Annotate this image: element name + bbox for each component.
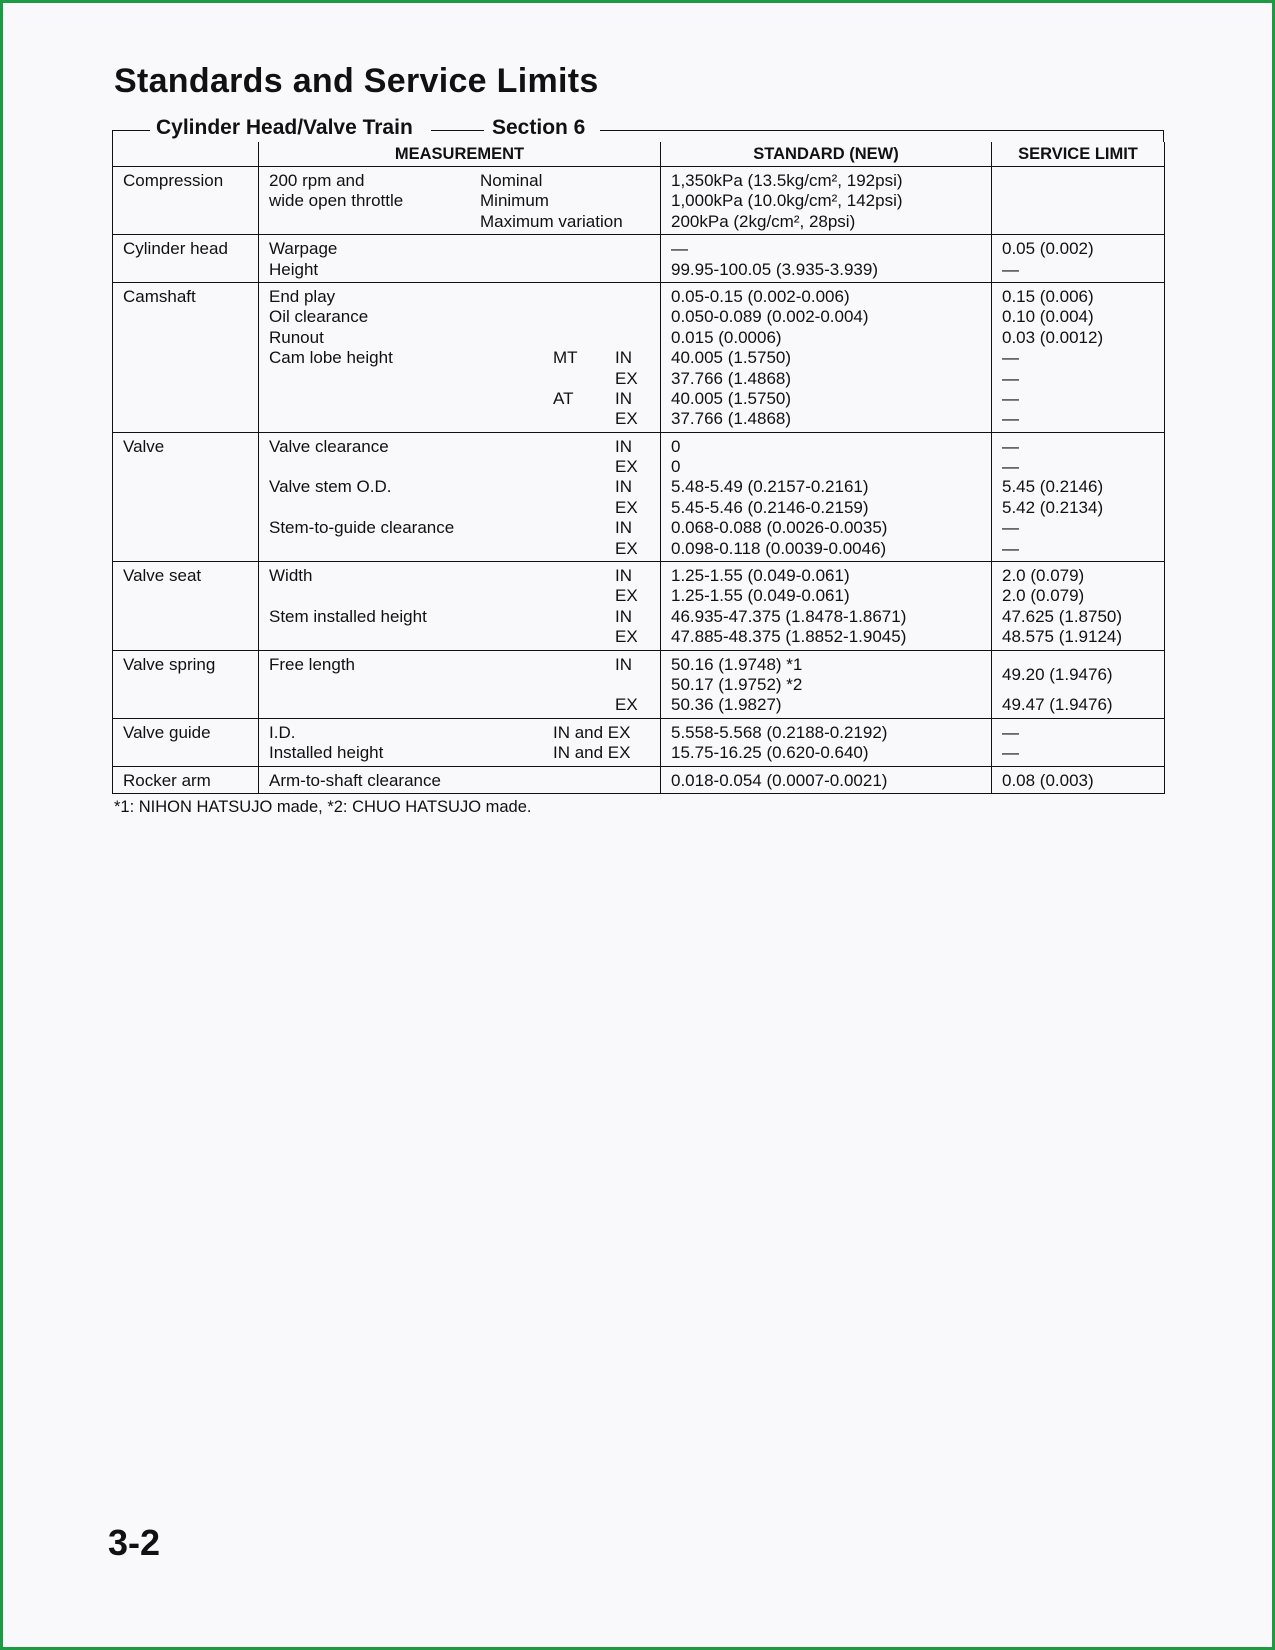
category-cell: [113, 167, 259, 235]
measurement-cell: [259, 766, 661, 793]
service-limit-value: —: [1002, 388, 1019, 408]
service-limit-value: 47.625 (1.8750): [1002, 606, 1123, 626]
service-limit-cell: [992, 650, 1165, 718]
standard-value: 1.25-1.55 (0.049-0.061): [671, 566, 850, 586]
section-rule-tick-left: [112, 130, 113, 142]
table-row: [113, 766, 1165, 793]
measurement-condition: AT: [553, 388, 574, 408]
measurement-line: [269, 477, 650, 497]
category-cell: [113, 235, 259, 283]
standard-value: 0: [671, 457, 681, 477]
measurement-line: [269, 328, 650, 348]
category-cell: [113, 718, 259, 766]
measurement-item: Warpage: [269, 239, 338, 259]
measurement-line: [269, 260, 650, 280]
measurement-line: [269, 675, 650, 695]
service-limit-value: 2.0 (0.079): [1002, 586, 1085, 606]
standard-cell: [661, 235, 992, 283]
category-cell: [113, 562, 259, 651]
measurement-item: Free length: [269, 654, 355, 674]
measurement-item: Installed height: [269, 743, 384, 763]
standard-value: 0.015 (0.0006): [671, 327, 782, 347]
measurement-item: Valve clearance: [269, 436, 389, 456]
measurement-item: End play: [269, 286, 336, 306]
service-limit-value: 0.05 (0.002): [1002, 239, 1094, 259]
section-rule-right: [600, 130, 1164, 131]
category-label: Cylinder head: [123, 239, 228, 259]
standard-value: 50.17 (1.9752) *2: [671, 674, 803, 694]
measurement-line: [269, 348, 650, 368]
measurement-side: EX: [615, 627, 638, 647]
service-limit-header: SERVICE LIMIT: [992, 142, 1165, 167]
measurement-cell: [259, 718, 661, 766]
footnote: *1: NIHON HATSUJO made, *2: CHUO HATSUJO made.: [114, 798, 532, 816]
standard-value: 1.25-1.55 (0.049-0.061): [671, 586, 850, 606]
service-limit-value: 49.47 (1.9476): [1002, 694, 1113, 714]
measurement-condition: IN and EX: [553, 722, 631, 742]
standard-value: 46.935-47.375 (1.8478-1.8671): [671, 606, 907, 626]
measurement-line: [269, 437, 650, 457]
standard-cell: [661, 766, 992, 793]
measurement-item: I.D.: [269, 722, 296, 742]
service-limit-value: 0.08 (0.003): [1002, 770, 1094, 790]
section-rule-tick-right: [1163, 130, 1164, 142]
measurement-condition: MT: [553, 348, 578, 368]
service-limit-value: 0.15 (0.006): [1002, 286, 1094, 306]
measurement-header: MEASUREMENT: [259, 142, 661, 167]
service-limit-value: —: [1002, 457, 1019, 477]
category-label: Rocker arm: [123, 770, 211, 790]
page-title: Standards and Service Limits: [114, 62, 599, 100]
service-limit-value: —: [1002, 348, 1019, 368]
measurement-line: [269, 239, 650, 259]
category-cell: [113, 432, 259, 561]
measurement-item: 200 rpm and: [269, 171, 365, 190]
service-limit-cell: [992, 562, 1165, 651]
service-limit-value: 0.10 (0.004): [1002, 307, 1094, 327]
measurement-side: IN: [615, 388, 632, 408]
standard-value: 47.885-48.375 (1.8852-1.9045): [671, 627, 907, 647]
service-limit-cell: [992, 282, 1165, 432]
standard-value: 50.16 (1.9748) *1: [671, 654, 803, 674]
service-limit-value: [1002, 655, 1154, 665]
measurement-cell: [259, 562, 661, 651]
measurement-line: [269, 771, 650, 791]
category-cell: [113, 282, 259, 432]
standard-value: 0.05-0.15 (0.002-0.006): [671, 286, 850, 306]
standard-value: 0.050-0.089 (0.002-0.004): [671, 307, 869, 327]
measurement-variant: Maximum variation: [480, 211, 623, 231]
section-name: Cylinder Head/Valve Train: [156, 116, 413, 139]
measurement-side: IN: [615, 348, 632, 368]
standard-value: 5.558-5.568 (0.2188-0.2192): [671, 722, 888, 742]
measurement-variant: Nominal: [480, 171, 543, 190]
measurement-line: [269, 457, 650, 477]
category-label: Valve seat: [123, 566, 202, 586]
standard-cell: [661, 282, 992, 432]
measurement-item: Stem-to-guide clearance: [269, 518, 455, 538]
specs-table-body: [113, 167, 1165, 794]
service-limit-value: 2.0 (0.079): [1002, 566, 1085, 586]
measurement-cell: [259, 235, 661, 283]
standard-value: 200kPa (2kg/cm², 28psi): [671, 211, 856, 231]
section-rule-left: [112, 130, 150, 131]
service-limit-value: 48.575 (1.9124): [1002, 627, 1123, 647]
service-limit-value: —: [1002, 518, 1019, 538]
standard-value: 15.75-16.25 (0.620-0.640): [671, 743, 869, 763]
standard-value: —: [671, 239, 688, 259]
standard-cell: [661, 718, 992, 766]
measurement-item: Oil clearance: [269, 307, 369, 327]
standard-value: 99.95-100.05 (3.935-3.939): [671, 259, 878, 279]
measurement-side: IN: [615, 477, 632, 497]
measurement-line: [269, 212, 650, 232]
service-limit-value: [1002, 212, 1154, 232]
measurement-line: [269, 607, 650, 627]
service-limit-value: —: [1002, 722, 1019, 742]
category-label: Camshaft: [123, 286, 196, 306]
measurement-condition: IN and EX: [553, 743, 631, 763]
table-header-row: [113, 142, 1165, 167]
standard-cell: [661, 650, 992, 718]
measurement-side: EX: [615, 586, 638, 606]
category-cell: [113, 766, 259, 793]
measurement-item: Stem installed height: [269, 606, 427, 626]
measurement-side: EX: [615, 538, 638, 558]
table-row: [113, 562, 1165, 651]
table-row: [113, 282, 1165, 432]
measurement-line: [269, 287, 650, 307]
measurement-line: [269, 539, 650, 559]
section-rule-mid: [431, 130, 484, 131]
page-number: 3-2: [108, 1522, 161, 1563]
service-limit-value: —: [1002, 538, 1019, 558]
service-limit-value: —: [1002, 743, 1019, 763]
standard-value: 0.068-0.088 (0.0026-0.0035): [671, 518, 888, 538]
measurement-cell: [259, 167, 661, 235]
measurement-line: [269, 307, 650, 327]
standard-value: 50.36 (1.9827): [671, 695, 782, 715]
measurement-cell: [259, 432, 661, 561]
measurement-side: EX: [615, 457, 638, 477]
standard-header: STANDARD (NEW): [661, 142, 992, 167]
standard-value: 5.45-5.46 (0.2146-0.2159): [671, 497, 869, 517]
measurement-side: IN: [615, 654, 632, 674]
service-limit-cell: [992, 766, 1165, 793]
standard-value: 37.766 (1.4868): [671, 409, 792, 429]
service-limit-value: —: [1002, 368, 1019, 388]
measurement-side: EX: [615, 497, 638, 517]
measurement-line: [269, 586, 650, 606]
standard-value: 5.48-5.49 (0.2157-0.2161): [671, 477, 869, 497]
measurement-side: IN: [615, 606, 632, 626]
measurement-line: [269, 695, 650, 715]
measurement-side: EX: [615, 368, 638, 388]
measurement-line: [269, 627, 650, 647]
service-limit-value: 0.03 (0.0012): [1002, 327, 1104, 347]
service-limit-value: —: [1002, 436, 1019, 456]
standard-value: 0: [671, 436, 681, 456]
standard-value: 0.098-0.118 (0.0039-0.0046): [671, 538, 887, 558]
section-number: Section 6: [492, 116, 586, 139]
measurement-item: Arm-to-shaft clearance: [269, 770, 441, 790]
measurement-side: EX: [615, 409, 638, 429]
measurement-item: Runout: [269, 327, 324, 347]
measurement-variant: Minimum: [480, 191, 549, 211]
measurement-side: IN: [615, 518, 632, 538]
standard-value: 40.005 (1.5750): [671, 348, 792, 368]
table-row: [113, 432, 1165, 561]
service-limit-cell: [992, 167, 1165, 235]
measurement-item: wide open throttle: [269, 191, 404, 211]
service-limit-value: 5.45 (0.2146): [1002, 477, 1104, 497]
category-label: Valve guide: [123, 722, 211, 742]
measurement-cell: [259, 282, 661, 432]
measurement-line: [269, 498, 650, 518]
service-limit-value: —: [1002, 259, 1019, 279]
measurement-side: IN: [615, 566, 632, 586]
table-row: [113, 650, 1165, 718]
service-limit-value: [1002, 171, 1154, 191]
category-label: Valve: [123, 436, 165, 456]
standard-value: 0.018-0.054 (0.0007-0.0021): [671, 770, 888, 790]
service-limit-value: 5.42 (0.2134): [1002, 497, 1104, 517]
measurement-line: [269, 409, 650, 429]
measurement-item: Valve stem O.D.: [269, 477, 392, 497]
standard-value: 1,350kPa (13.5kg/cm², 192psi): [671, 171, 903, 190]
service-limit-value: [1002, 191, 1154, 211]
measurement-item: Cam lobe height: [269, 348, 393, 368]
table-row: [113, 167, 1165, 235]
category-label: Valve spring: [123, 654, 216, 674]
category-label: Compression: [123, 171, 224, 190]
measurement-side: EX: [615, 695, 638, 715]
standard-value: 1,000kPa (10.0kg/cm², 142psi): [671, 191, 903, 211]
table-row: [113, 235, 1165, 283]
measurement-cell: [259, 650, 661, 718]
measurement-line: [269, 743, 650, 763]
table-row: [113, 718, 1165, 766]
standard-cell: [661, 562, 992, 651]
measurement-line: [269, 191, 650, 211]
service-limit-value: 49.20 (1.9476): [1002, 664, 1113, 684]
measurement-line: [269, 369, 650, 389]
service-limit-value: —: [1002, 409, 1019, 429]
category-header: [113, 142, 259, 167]
measurement-side: IN: [615, 436, 632, 456]
measurement-line: [269, 723, 650, 743]
standard-cell: [661, 432, 992, 561]
measurement-line: [269, 655, 650, 675]
standard-value: 40.005 (1.5750): [671, 388, 792, 408]
measurement-item: Width: [269, 566, 313, 586]
measurement-item: Height: [269, 259, 319, 279]
measurement-line: [269, 171, 650, 191]
service-limit-cell: [992, 432, 1165, 561]
service-limit-cell: [992, 718, 1165, 766]
standard-cell: [661, 167, 992, 235]
measurement-line: [269, 389, 650, 409]
specs-table: [112, 142, 1165, 794]
measurement-line: [269, 518, 650, 538]
standard-value: 37.766 (1.4868): [671, 368, 792, 388]
category-cell: [113, 650, 259, 718]
service-limit-cell: [992, 235, 1165, 283]
measurement-line: [269, 566, 650, 586]
